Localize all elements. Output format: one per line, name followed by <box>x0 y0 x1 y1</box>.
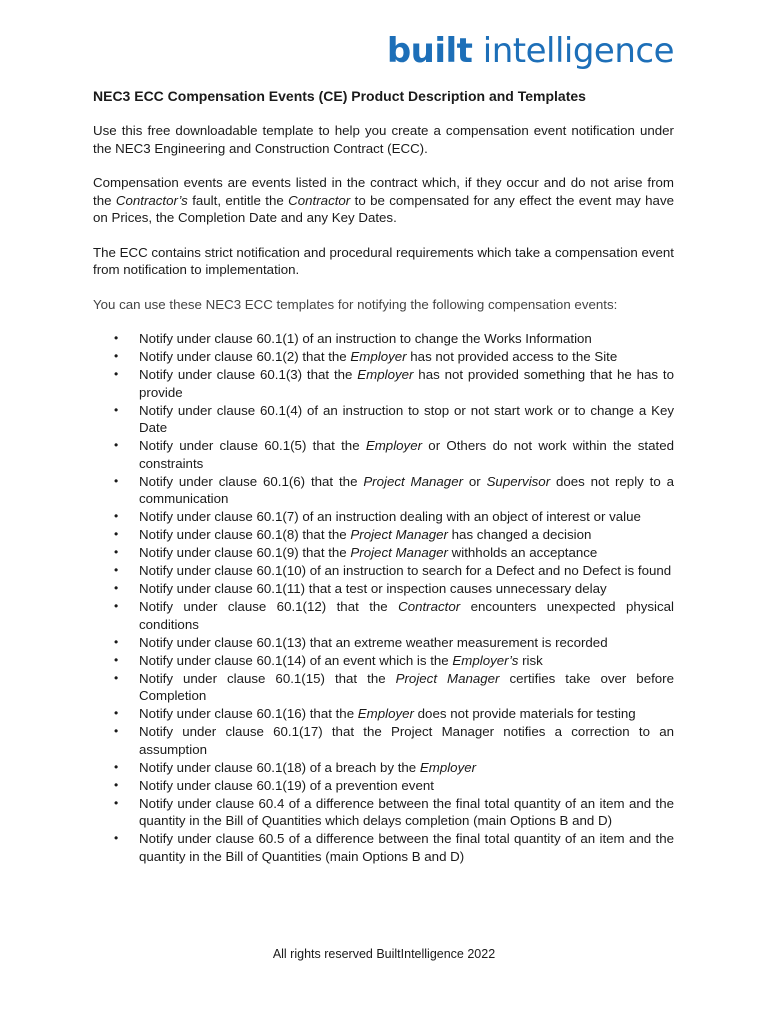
item-text: has not provided access to the Site <box>406 349 618 364</box>
item-emphasis: Employer <box>365 438 423 453</box>
item-text: does not reply to a communication <box>139 473 674 506</box>
bullet-icon: • <box>114 473 119 488</box>
bullet-icon: • <box>114 367 119 381</box>
list-item <box>93 634 674 652</box>
list-item <box>93 723 674 758</box>
list-item <box>93 562 674 580</box>
document-title: NEC3 ECC Compensation Events (CE) Product Description and Templates <box>93 88 586 104</box>
bullet-icon: • <box>114 831 119 845</box>
bullet-icon: • <box>114 599 119 613</box>
item-text: encounters unexpected physical conditions <box>139 599 674 632</box>
item-emphasis: Project Manager <box>350 527 448 542</box>
item-emphasis: Contractor <box>398 599 461 614</box>
item-text: Notify under clause 60.1(16) that the <box>139 706 358 721</box>
item-text: certifies take over before Completion <box>139 670 675 703</box>
list-intro: You can use these NEC3 ECC templates for notifying the following compensation events: <box>93 296 618 312</box>
list-item <box>93 777 674 795</box>
item-text: Notify under clause 60.1(15) that the <box>139 670 396 686</box>
requirements-paragraph: The ECC contains strict notification and procedural requirements which take a compensation event from notification to implementation. <box>93 244 674 277</box>
bullet-icon: • <box>114 706 119 720</box>
brand-word-intelligence: intelligence <box>482 31 674 71</box>
item-emphasis: Project Manager <box>363 473 464 489</box>
bullet-icon: • <box>114 759 119 774</box>
item-text: Notify under clause 60.1(9) that the <box>139 545 351 560</box>
bullet-icon: • <box>114 670 119 685</box>
bullet-icon: • <box>114 331 119 345</box>
list-item <box>93 526 674 544</box>
bullet-icon: • <box>114 634 119 649</box>
bullet-icon: • <box>114 777 119 792</box>
list-item <box>93 348 674 366</box>
item-emphasis: Employer’s <box>452 652 519 668</box>
item-text: Notify under clause 60.5 of a difference between the final total quantity of an item and the quantity in the Bill of Quantities (main Options B and D) <box>139 831 674 864</box>
list-item <box>93 759 674 777</box>
brand-logo <box>386 31 674 71</box>
item-text: Notify under clause 60.1(12) that the <box>139 599 399 614</box>
item-text: Notify under clause 60.1(6) that the <box>139 473 364 489</box>
list-item <box>93 795 674 830</box>
item-text: Notify under clause 60.4 of a difference between the final total quantity of an item and the quantity in the Bill of Quantities which delays completion (main Options B and D) <box>139 795 674 828</box>
list-item <box>93 437 674 472</box>
item-text: Notify under clause 60.1(18) of a breach by the <box>139 759 420 775</box>
item-text: Notify under clause 60.1(17) that the Project Manager notifies a correction to an assumption <box>139 724 674 757</box>
item-text: withholds an acceptance <box>447 545 598 560</box>
item-text: Notify under clause 60.1(2) that the <box>139 349 351 364</box>
bullet-icon: • <box>114 402 119 417</box>
copyright-footer: All rights reserved BuiltIntelligence 2022 <box>272 947 496 961</box>
list-item <box>93 670 674 705</box>
item-emphasis: Project Manager <box>395 670 500 686</box>
list-item <box>93 508 674 526</box>
item-text: Notify under clause 60.1(4) of an instruction to stop or not start work or to change a Key Date <box>139 402 674 435</box>
bullet-icon: • <box>114 563 119 577</box>
item-emphasis: Employer <box>350 349 407 364</box>
item-text: has changed a decision <box>447 527 592 542</box>
list-item <box>93 330 674 348</box>
intro-paragraph: Use this free downloadable template to help you create a compensation event notification under the NEC3 Engineering and Construction Contract (ECC). <box>93 123 674 156</box>
definition-text-3: to be compensated for any effect the event may have on Prices, the Completion Date and any Key Dates. <box>93 192 675 225</box>
item-text: risk <box>518 652 543 668</box>
bullet-icon: • <box>114 795 119 810</box>
list-item <box>93 580 674 598</box>
item-text: Notify under clause 60.1(10) of an instruction to search for a Defect and no Defect is found <box>139 563 672 578</box>
item-text: Notify under clause 60.1(13) that an extreme weather measurement is recorded <box>139 634 608 650</box>
list-item <box>93 402 674 437</box>
item-text: or Others do not work within the stated constraints <box>139 438 674 471</box>
item-text: Notify under clause 60.1(14) of an event which is the <box>139 652 453 668</box>
item-emphasis: Supervisor <box>486 473 551 489</box>
document-body <box>93 88 674 866</box>
item-text: Notify under clause 60.1(5) that the <box>139 438 366 453</box>
item-text: Notify under clause 60.1(3) that the <box>139 367 358 382</box>
compensation-event-list <box>93 330 674 865</box>
bullet-icon: • <box>114 509 119 523</box>
list-item <box>93 705 674 723</box>
bullet-icon: • <box>114 724 119 738</box>
list-item <box>93 830 674 865</box>
list-item <box>93 544 674 562</box>
item-text: does not provide materials for testing <box>413 706 636 721</box>
bullet-icon: • <box>114 349 119 363</box>
definition-paragraph <box>93 174 674 227</box>
brand-word-built: built <box>386 31 473 71</box>
list-item <box>93 652 674 670</box>
definition-text-2: fault, entitle the <box>187 192 289 208</box>
definition-term-contractor: Contractor <box>288 192 351 208</box>
list-item <box>93 366 674 401</box>
item-emphasis: Project Manager <box>350 545 448 560</box>
bullet-icon: • <box>114 652 119 667</box>
item-text: Notify under clause 60.1(19) of a prevention event <box>139 777 434 793</box>
item-emphasis: Employer <box>357 706 414 721</box>
bullet-icon: • <box>114 527 119 541</box>
item-text: or <box>463 473 487 489</box>
item-text: Notify under clause 60.1(1) of an instruction to change the Works Information <box>139 331 592 346</box>
item-text: Notify under clause 60.1(11) that a test or inspection causes unnecessary delay <box>139 581 607 596</box>
list-item <box>93 473 674 508</box>
bullet-icon: • <box>114 438 119 452</box>
item-emphasis: Employer <box>419 759 477 775</box>
item-text: Notify under clause 60.1(7) of an instruction dealing with an object of interest or value <box>139 509 641 524</box>
bullet-icon: • <box>114 581 119 595</box>
bullet-icon: • <box>114 545 119 559</box>
definition-text-1: Compensation events are events listed in the contract which, if they occur and do not arise from the <box>93 175 674 208</box>
definition-term-contractors: Contractor’s <box>115 192 188 208</box>
list-item <box>93 598 674 633</box>
item-emphasis: Employer <box>357 367 414 382</box>
item-text: Notify under clause 60.1(8) that the <box>139 527 351 542</box>
item-text: has not provided something that he has to provide <box>139 367 674 400</box>
